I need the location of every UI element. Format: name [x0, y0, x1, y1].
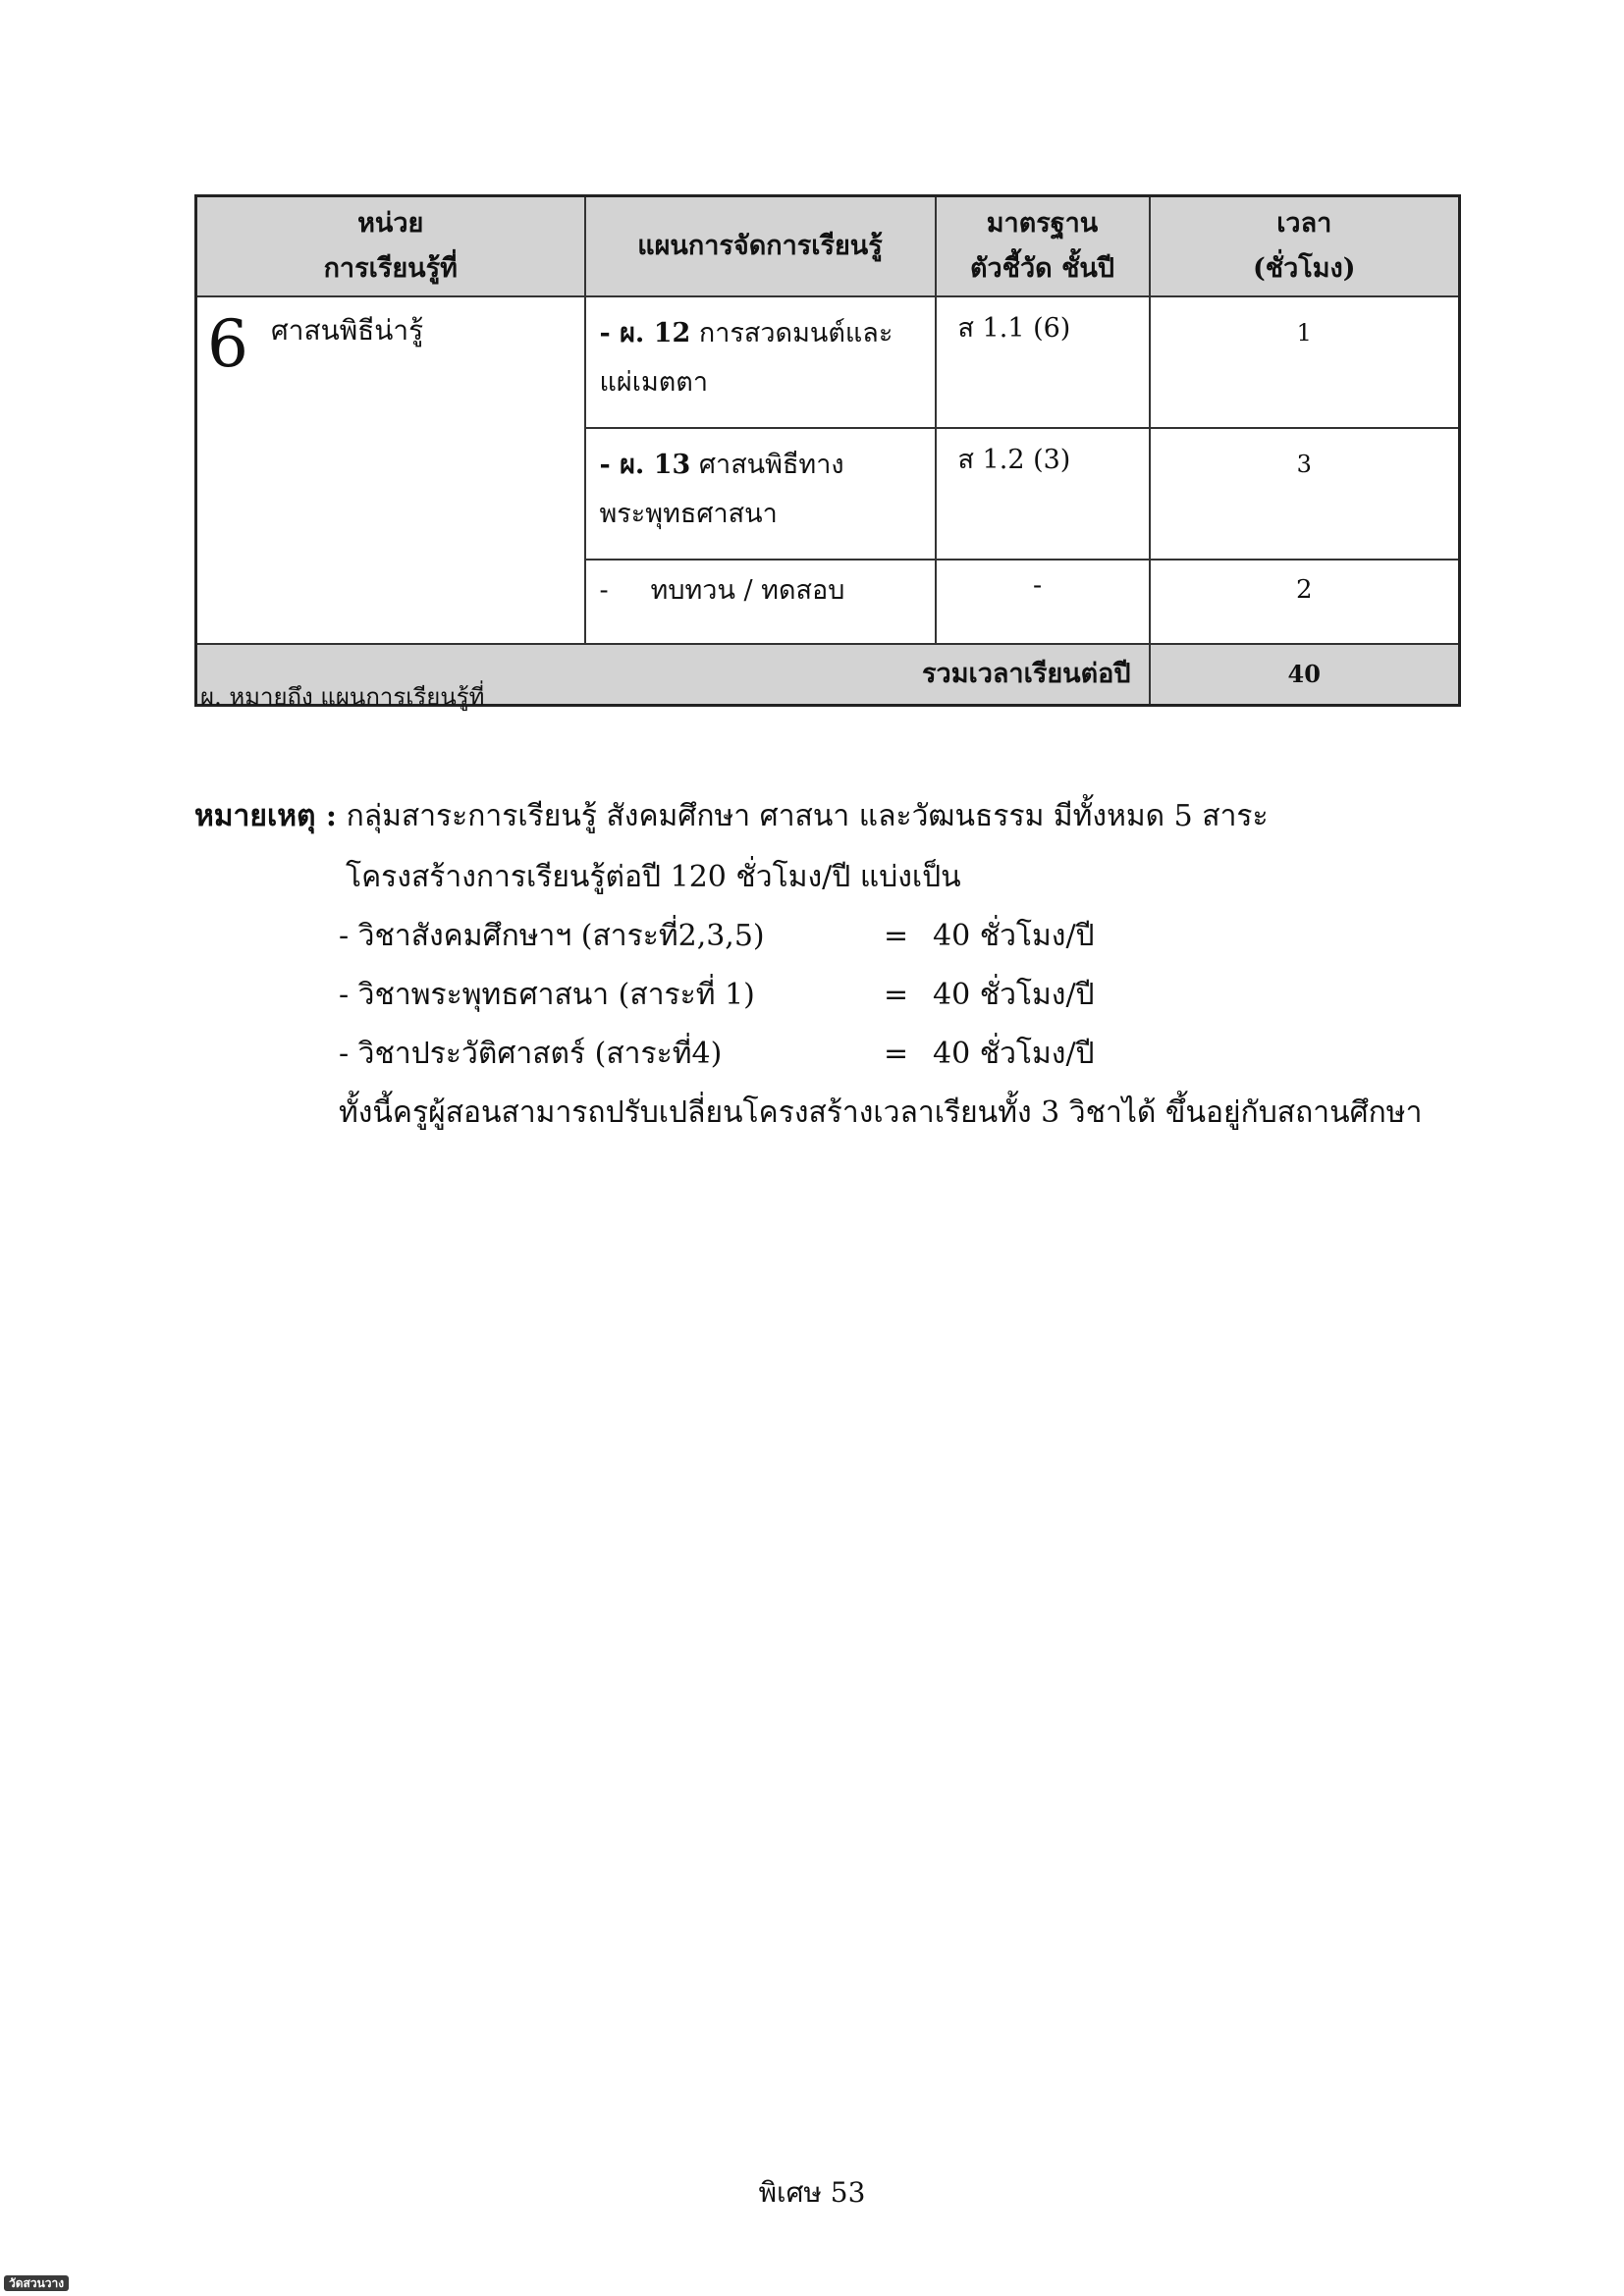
- remark-label: หมายเหตุ :: [194, 799, 338, 833]
- header-time-line2: (ชั่วโมง): [1252, 253, 1356, 284]
- plan-code: -: [599, 575, 609, 606]
- plan-text: การสวดมนต์และแผ่เมตตา: [599, 318, 893, 398]
- header-standard-line2: ตัวชี้วัด ชั้นปี: [969, 253, 1115, 284]
- learning-plan-table: [194, 194, 1461, 707]
- table-header-row: [196, 196, 1460, 297]
- hours-cell: 2: [1150, 560, 1460, 644]
- standard-cell: ส 1.1 (6): [936, 296, 1150, 428]
- subject-name: - วิชาพระพุทธศาสนา (สาระที่ 1): [339, 978, 755, 1012]
- unit-cell: [196, 296, 585, 644]
- header-time-line1: เวลา: [1276, 208, 1332, 239]
- page-number: พิเศษ 53: [758, 2176, 866, 2209]
- header-unit-line2: การเรียนรู้ที่: [323, 253, 458, 284]
- plan-code: - ผ. 13: [599, 450, 691, 480]
- plan-cell: [585, 428, 936, 560]
- plan-text: ทบทวน / ทดสอบ: [650, 575, 845, 606]
- standard-cell: -: [936, 560, 1150, 644]
- footnote: ผ. หมายถึง แผนการเรียนรู้ที่: [200, 683, 485, 711]
- hours-cell: 1: [1150, 296, 1460, 428]
- remark-line: [194, 795, 1269, 838]
- watermark-logo: วัดสวนวาง: [4, 2275, 69, 2291]
- remark-structure: โครงสร้างการเรียนรู้ต่อปี 120 ชั่วโมง/ปี แบ่งเป็น: [346, 860, 961, 894]
- remark-closing: ทั้งนี้ครูผู้สอนสามารถปรับเปลี่ยนโครงสร้างเวลาเรียนทั้ง 3 วิชาได้ ขึ้นอยู่กับสถานศึกษา: [339, 1095, 1423, 1130]
- header-unit-line1: หน่วย: [357, 208, 424, 239]
- header-plan: แผนการจัดการเรียนรู้: [585, 196, 936, 297]
- subject-equals: =: [884, 1037, 909, 1071]
- remark-text: กลุ่มสาระการเรียนรู้ สังคมศึกษา ศาสนา และวัฒนธรรม มีทั้งหมด 5 สาระ: [346, 799, 1269, 833]
- total-label: รวมเวลาเรียนต่อปี: [196, 644, 1150, 706]
- unit-number: 6: [207, 306, 248, 382]
- header-standard: [936, 196, 1150, 297]
- subject-hours: 40 ชั่วโมง/ปี: [933, 1037, 1095, 1071]
- subject-equals: =: [884, 919, 909, 953]
- subject-hours: 40 ชั่วโมง/ปี: [933, 978, 1095, 1012]
- plan-cell: [585, 560, 936, 644]
- total-value: 40: [1150, 644, 1460, 706]
- table-row: [196, 296, 1460, 428]
- subject-hours: 40 ชั่วโมง/ปี: [933, 919, 1095, 953]
- standard-cell: ส 1.2 (3): [936, 428, 1150, 560]
- subject-equals: =: [884, 978, 909, 1012]
- header-unit: [196, 196, 585, 297]
- plan-text: ศาสนพิธีทางพระพุทธศาสนา: [599, 450, 844, 529]
- subject-name: - วิชาสังคมศึกษาฯ (สาระที่2,3,5): [339, 919, 765, 953]
- plan-code: - ผ. 12: [599, 318, 691, 348]
- hours-cell: 3: [1150, 428, 1460, 560]
- header-standard-line1: มาตรฐาน: [986, 208, 1099, 239]
- subject-name: - วิชาประวัติศาสตร์ (สาระที่4): [339, 1037, 723, 1071]
- header-time: [1150, 196, 1460, 297]
- plan-cell: [585, 296, 936, 428]
- unit-name: ศาสนพิธีน่ารู้: [271, 314, 424, 347]
